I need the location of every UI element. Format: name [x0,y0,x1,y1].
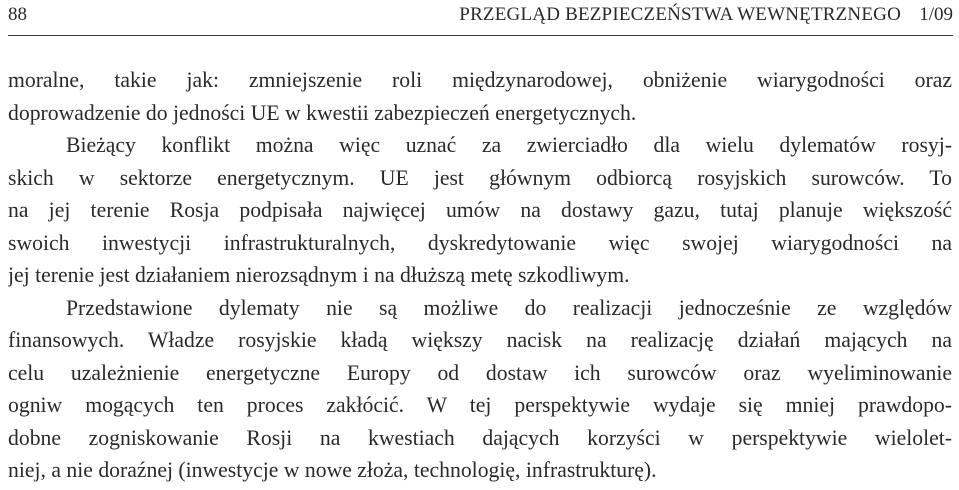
text-line: doprowadzenie do jedności UE w kwestii zabezpieczeń energetycznych. [8,100,637,125]
text-line: dobne zogniskowanie Rosji na kwestiach dających korzyści w perspektywie wielolet- [8,425,952,450]
running-header [0,2,959,32]
page-number: 88 [8,4,27,25]
text-line: celu uzależnienie energetyczne Europy od dostaw ich surowców oraz wyeliminowanie [8,360,952,385]
body-text [8,64,952,487]
text-line: jej terenie jest działaniem nierozsądnym i na dłuższą metę szkodliwym. [8,263,630,287]
text-line: Przedstawione dylematy nie są możliwe do realizacji jednocześnie ze względów [66,295,952,320]
text-line: ogniw mogących ten proces zakłócić. W tej perspektywie wydaje się mniej prawdopo- [8,393,952,417]
header-rule [8,35,953,36]
issue-number: 1/09 [919,4,953,25]
text-line: niej, a nie doraźnej (inwestycje w nowe złoża, technologię, infrastrukturę). [8,458,657,482]
text-line: finansowych. Władze rosyjskie kładą większy nacisk na realizację działań mających na [8,328,952,352]
text-line: skich w sektorze energetycznym. UE jest głównym odbiorcą rosyjskich surowców. To [8,165,952,190]
text-line: na jej terenie Rosja podpisała najwięcej umów na dostawy gazu, tutaj planuje większość [8,198,952,222]
text-line: moralne, takie jak: zmniejszenie roli międzynarodowej, obniżenie wiarygodności oraz [8,68,952,92]
journal-title: PRZEGLĄD BEZPIECZEŃSTWA WEWNĘTRZNEGO [459,4,901,25]
text-line: Bieżący konflikt można więc uznać za zwierciadło dla wielu dylematów rosyj- [66,133,952,157]
text-line: swoich inwestycji infrastrukturalnych, dyskredytowanie więc swojej wiarygodności na [8,230,952,255]
